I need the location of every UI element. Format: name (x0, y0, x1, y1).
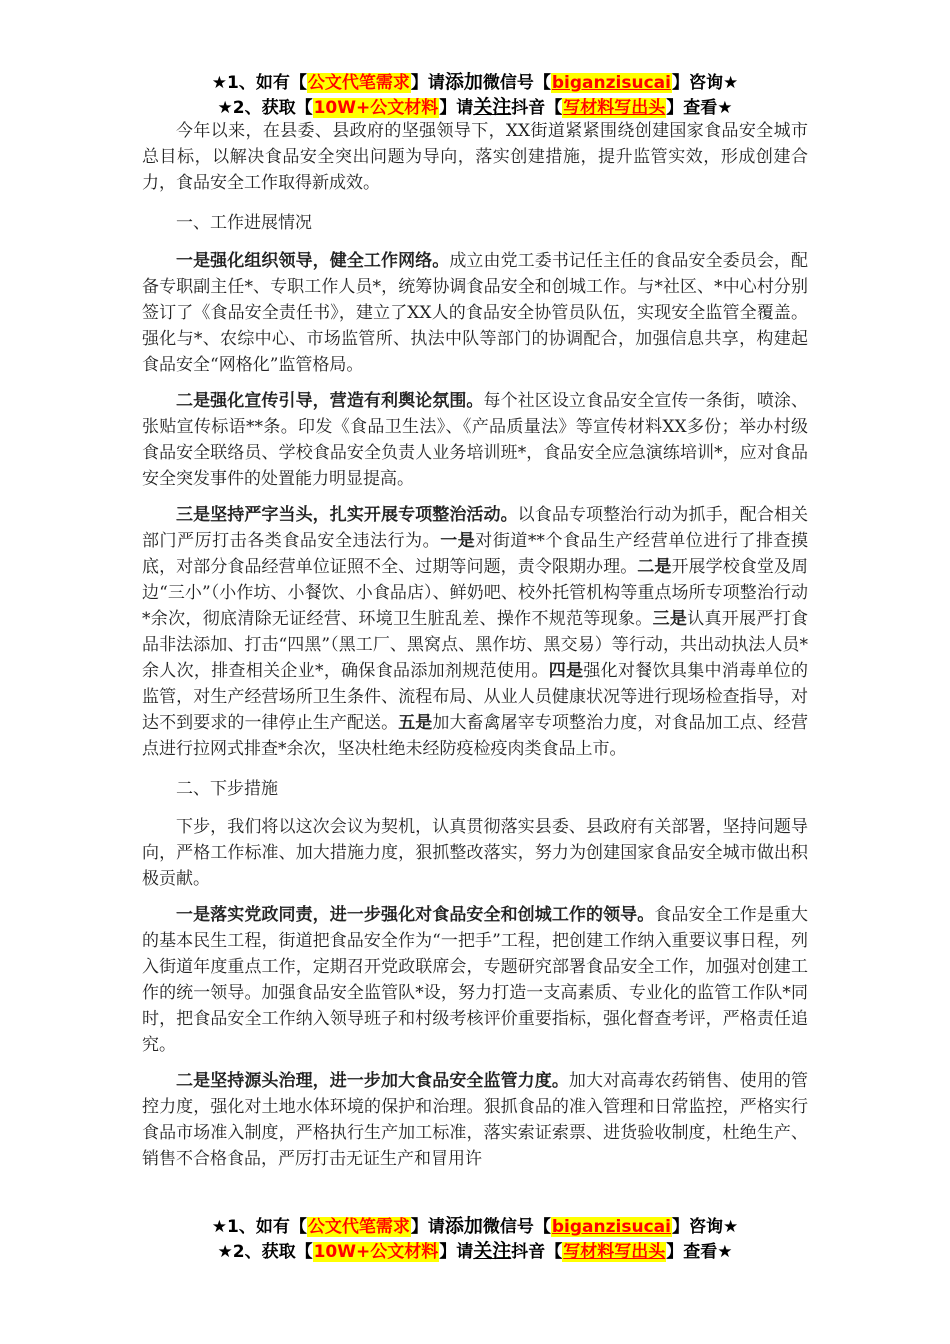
paragraph-2 (142, 388, 808, 492)
list-marker: 二是 (637, 557, 672, 577)
banner-text: ★1、如有【 (211, 73, 307, 93)
banner-douyin-id: 写材料写出头 (563, 98, 666, 118)
paragraph-text: 加大畜禽屠宰专项整治力度，对食品加工点、经营点进行拉网式排查*余次，坚决杜绝未经防疫检疫肉类食品上市。 (142, 713, 809, 759)
paragraph-3 (142, 502, 808, 762)
paragraph-text: 对街道**个食品生产经营单位进行了排查摸底，对部分食品经营单位证照不全、过期等问题，责令限期办理。 (142, 531, 809, 577)
banner-text: ★2、获取【 (217, 98, 313, 118)
banner-highlight: 10W+公文材料 (313, 98, 439, 118)
banner-highlight: 公文代笔需求 (307, 1217, 410, 1237)
intro-paragraph: 今年以来，在县委、县政府的坚强领导下，XX街道紧紧围绕创建国家食品安全城市总目标，以解决食品安全突出问题为导向，落实创建措施，提升监管实效，形成创建合力，食品安全工作取得新成效。 (142, 121, 808, 193)
paragraph-5 (142, 902, 808, 1058)
banner-text: 微信号【 (482, 1217, 551, 1237)
banner-text: 微信号【 (482, 73, 551, 93)
banner-text: 】咨询★ (671, 73, 739, 93)
list-marker: 一是 (440, 531, 476, 551)
section-heading-1: 一、工作进展情况 (176, 213, 312, 233)
header-banner (142, 70, 808, 120)
paragraph-6 (142, 1068, 808, 1172)
banner-text: 】请 (439, 1242, 474, 1262)
paragraph-text: 开展学校食堂及周边“三小”（小作坊、小餐饮、小食品店）、鲜奶吧、校外托管机构等重点场所专项整治行动*余次，彻底清除无证经营、环境卫生脏乱差、操作不规范等现象。 (142, 557, 809, 629)
banner-text: 抖音【 (511, 1242, 563, 1262)
banner-wechat-id: biganzisucai (551, 1217, 671, 1237)
banner-text: 】请 (410, 1217, 445, 1237)
banner-highlight: 10W+公文材料 (313, 1242, 439, 1262)
paragraph-lead: 三是坚持严字当头，扎实开展专项整治活动。 (176, 505, 518, 525)
banner-text: 】请 (410, 73, 445, 93)
paragraph-lead: 一是强化组织领导，健全工作网络。 (176, 251, 450, 271)
banner-text: 】查看★ (666, 1242, 733, 1262)
banner-emphasis: 关注 (473, 1240, 512, 1262)
paragraph-4: 下步，我们将以这次会议为契机，认真贯彻落实县委、县政府有关部署，坚持问题导向，严格工作标准、加大措施力度，狠抓整改落实，努力为创建国家食品安全城市做出积极贡献。 (142, 817, 808, 889)
banner-emphasis: 添加 (444, 71, 483, 93)
paragraph-text: 成立由党工委书记任主任的食品安全委员会，配备专职副主任*、专职工作人员*，统筹协调食品安全和创城工作。与*社区、*中心村分别签订了《食品安全责任书》，建立了XX人的食品安全协管员队伍，实现安全监管全覆盖。强化与*、农综中心、市场监管所、执法中队等部门的协调配合，加强信息共享，构建起食品安全“网格化”监管格局。 (142, 251, 809, 375)
banner-text: 】查看★ (666, 98, 733, 118)
banner-text: 抖音【 (511, 98, 563, 118)
banner-text: 】请 (439, 98, 474, 118)
list-marker: 三是 (652, 609, 688, 629)
paragraph-text: 以食品专项整治行动为抓手，配合相关部门严厉打击各类食品安全违法行为。 (142, 505, 809, 551)
banner-line-2 (142, 1239, 808, 1264)
banner-line-2 (142, 95, 808, 120)
list-marker: 五是 (398, 713, 433, 733)
banner-line-1 (142, 70, 808, 95)
document-body (142, 118, 808, 1182)
paragraph-lead: 二是强化宣传引导，营造有利舆论氛围。 (176, 391, 484, 411)
section-heading-2: 二、下步措施 (176, 779, 278, 799)
banner-text: ★2、获取【 (217, 1242, 313, 1262)
banner-emphasis: 关注 (473, 96, 512, 118)
paragraph-text: 强化对餐饮具集中消毒单位的监管，对生产经营场所卫生条件、流程布局、从业人员健康状况等进行现场检查指导，对达不到要求的一律停止生产配送。 (142, 661, 809, 733)
banner-douyin-id: 写材料写出头 (563, 1242, 666, 1262)
paragraph-text: 认真开展严打食品非法添加、打击“四黑”（黑工厂、黑窝点、黑作坊、黑交易）等行动，共出动执法人员*余人次，排查相关企业*，确保食品添加剂规范使用。 (142, 609, 809, 681)
paragraph-text: 食品安全工作是重大的基本民生工程，街道把食品安全作为“一把手”工程，把创建工作纳入重要议事日程，列入街道年度重点工作，定期召开党政联席会，专题研究部署食品安全工作，加强对创建工作的统一领导。加强食品安全监管队*设，努力打造一支高素质、专业化的监管工作队*同时，把食品安全工作纳入领导班子和村级考核评价重要指标，强化督查考评，严格责任追究。 (142, 905, 809, 1055)
paragraph-1 (142, 248, 808, 378)
banner-wechat-id: biganzisucai (551, 73, 671, 93)
banner-emphasis: 添加 (444, 1215, 483, 1237)
banner-text: ★1、如有【 (211, 1217, 307, 1237)
banner-highlight: 公文代笔需求 (307, 73, 410, 93)
banner-line-1 (142, 1214, 808, 1239)
footer-banner (142, 1214, 808, 1264)
paragraph-text: 每个社区设立食品安全宣传一条街，喷涂、张贴宣传标语**条。印发《食品卫生法》、《产品质量法》等宣传材料XX多份；举办村级食品安全联络员、学校食品安全负责人业务培训班*，食品安全应急演练培训*，应对食品安全突发事件的处置能力明显提高。 (142, 391, 808, 489)
banner-text: 】咨询★ (671, 1217, 739, 1237)
list-marker: 四是 (548, 661, 584, 681)
paragraph-lead: 二是坚持源头治理，进一步加大食品安全监管力度。 (176, 1071, 569, 1091)
paragraph-lead: 一是落实党政同责，进一步强化对食品安全和创城工作的领导。 (176, 905, 655, 925)
paragraph-text: 加大对高毒农药销售、使用的管控力度，强化对土地水体环境的保护和治理。狠抓食品的准入管理和日常监控，严格实行食品市场准入制度，严格执行生产加工标准，落实索证索票、进货验收制度，杜绝生产、销售不合格食品，严厉打击无证生产和冒用许 (142, 1071, 809, 1169)
